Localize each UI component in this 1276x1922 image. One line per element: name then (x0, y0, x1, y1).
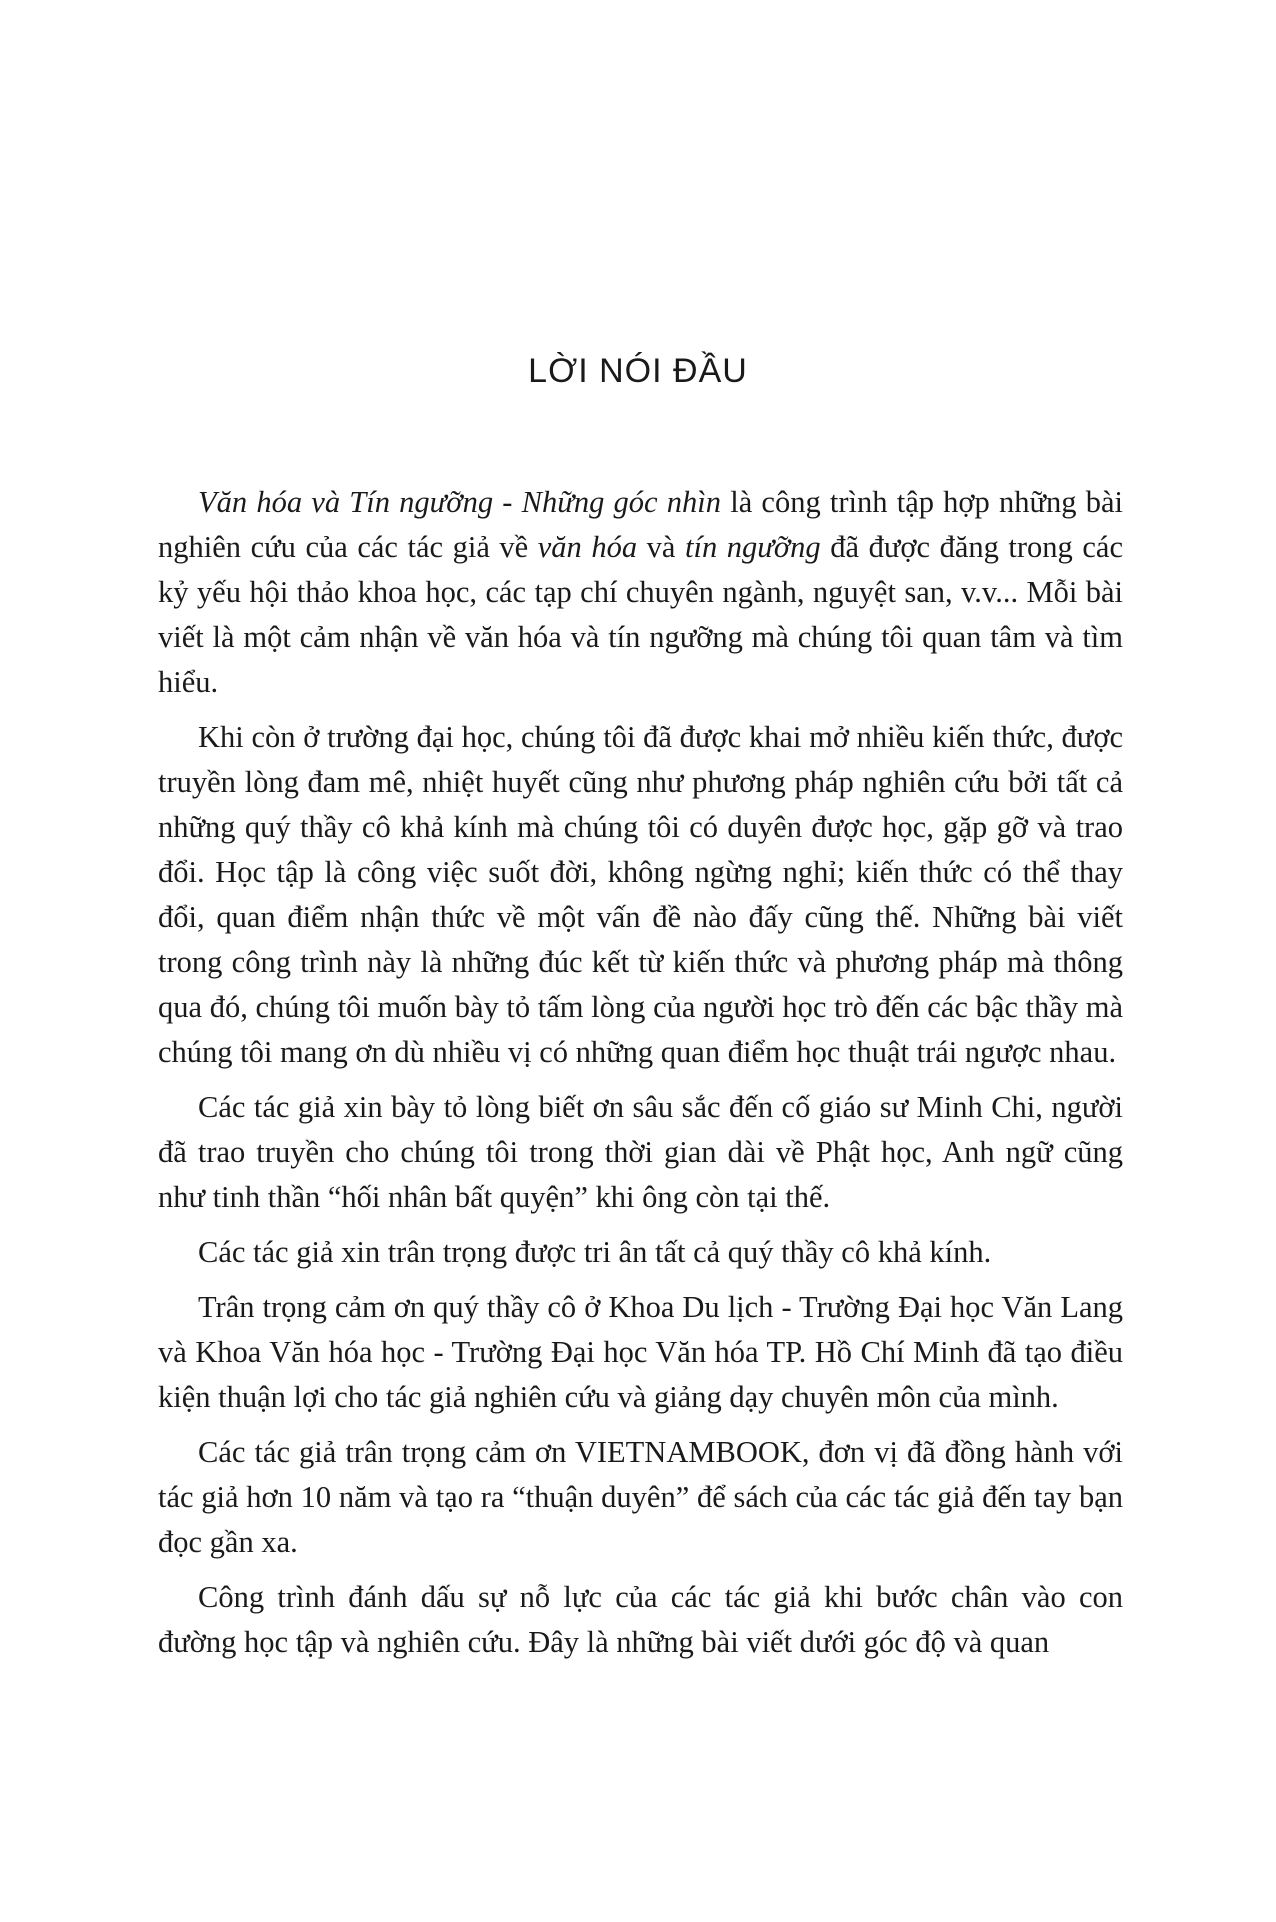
paragraph-3: Các tác giả xin bày tỏ lòng biết ơn sâu sắc đến cố giáo sư Minh Chi, người đã trao truyền cho chúng tôi trong thời gian dài về Phật học, Anh ngữ cũng như tinh thần “hối nhân bất quyện” khi ông còn tại thế. (158, 1090, 1123, 1214)
paragraph-4: Các tác giả xin trân trọng được tri ân tất cả quý thầy cô khả kính. (198, 1235, 992, 1269)
paragraph-2: Khi còn ở trường đại học, chúng tôi đã được khai mở nhiều kiến thức, được truyền lòng đam mê, nhiệt huyết cũng như phương pháp nghiên cứu bởi tất cả những quý thầy cô khả kính mà chúng tôi có duyên được học, gặp gỡ và trao đổi. Học tập là công việc suốt đời, không ngừng nghỉ; kiến thức có thể thay đổi, quan điểm nhận thức về một vấn đề nào đấy cũng thế. Những bài viết trong công trình này là những đúc kết từ kiến thức và phương pháp mà thông qua đó, chúng tôi muốn bày tỏ tấm lòng của người học trò đến các bậc thầy mà chúng tôi mang ơn dù nhiều vị có những quan điểm học thuật trái ngược nhau. (158, 720, 1123, 1069)
term-van-hoa-italic: văn hóa (537, 530, 638, 564)
paragraph-1 (158, 480, 1123, 705)
paragraph-1-text-c: đã được đăng trong các kỷ yếu hội thảo khoa học, các tạp chí chuyên ngành, nguyệt san, v.v... Mỗi bài viết là một cảm nhận về văn hóa và tín ngưỡng mà chúng tôi quan tâm và tìm hiểu. (158, 530, 1123, 699)
paragraph-1-text-a: là công trình tập hợp những bài nghiên cứu của các tác giả về (158, 485, 1123, 564)
paragraph-5: Trân trọng cảm ơn quý thầy cô ở Khoa Du lịch - Trường Đại học Văn Lang và Khoa Văn hóa học - Trường Đại học Văn hóa TP. Hồ Chí Minh đã tạo điều kiện thuận lợi cho tác giả nghiên cứu và giảng dạy chuyên môn của mình. (158, 1290, 1123, 1414)
paragraph-6: Các tác giả trân trọng cảm ơn VIETNAMBOOK, đơn vị đã đồng hành với tác giả hơn 10 năm và tạo ra “thuận duyên” để sách của các tác giả đến tay bạn đọc gần xa. (158, 1435, 1123, 1559)
book-title-italic: Văn hóa và Tín ngưỡng - Những góc nhìn (198, 485, 722, 519)
page-title: LỜI NÓI ĐẦU (528, 352, 748, 390)
paragraph-7: Công trình đánh dấu sự nỗ lực của các tác giả khi bước chân vào con đường học tập và nghiên cứu. Đây là những bài viết dưới góc độ và quan (158, 1580, 1123, 1659)
paragraph-1-text-b: và (637, 530, 686, 564)
body-text (158, 480, 1123, 1675)
term-tin-nguong-italic: tín ngưỡng (685, 530, 821, 564)
